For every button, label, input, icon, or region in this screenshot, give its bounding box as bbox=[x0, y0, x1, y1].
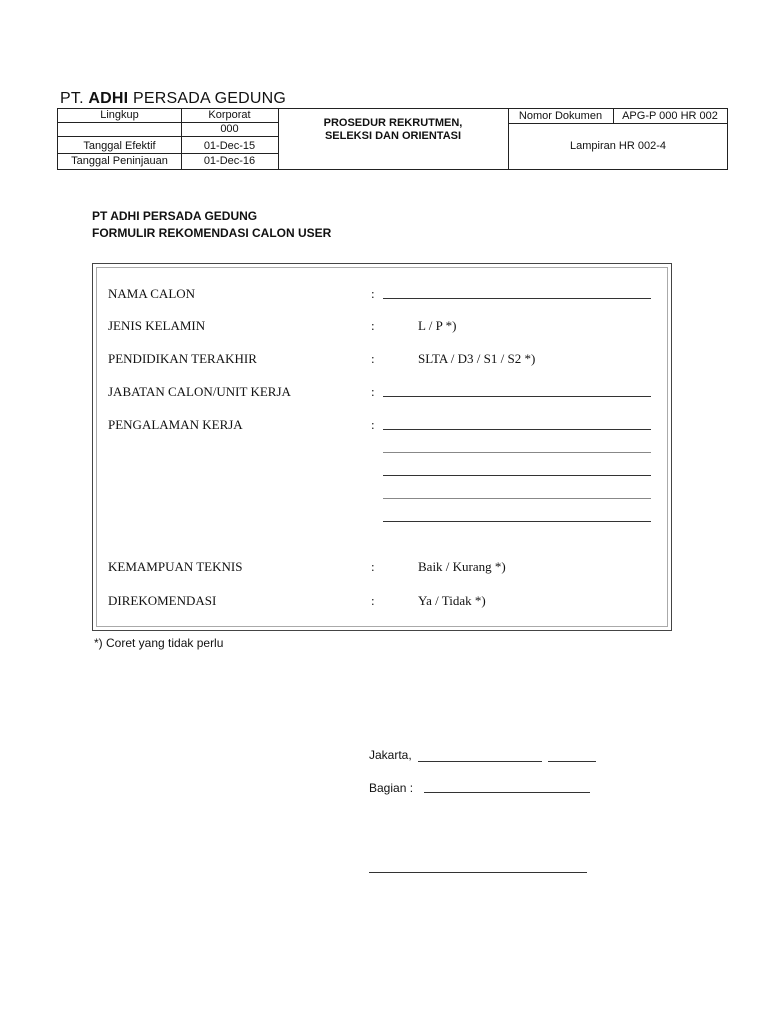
jenis-kelamin-options[interactable]: L / P *) bbox=[418, 318, 457, 333]
bagian-line[interactable] bbox=[424, 792, 590, 793]
pengalaman-line-5[interactable] bbox=[383, 521, 651, 522]
lingkup-label: Lingkup bbox=[100, 109, 139, 121]
field-label-pengalaman: PENGALAMAN KERJA bbox=[108, 417, 243, 432]
field-label-kemampuan: KEMAMPUAN TEKNIS bbox=[108, 559, 243, 574]
field-colon: : bbox=[371, 318, 375, 333]
pengalaman-line-4[interactable] bbox=[383, 498, 651, 499]
field-label-pendidikan: PENDIDIKAN TERAKHIR bbox=[108, 351, 257, 366]
direkomendasi-options[interactable]: Ya / Tidak *) bbox=[418, 593, 486, 608]
tanggal-peninjauan-label: Tanggal Peninjauan bbox=[71, 155, 168, 167]
signature-line[interactable] bbox=[369, 872, 587, 873]
pendidikan-options[interactable]: SLTA / D3 / S1 / S2 *) bbox=[418, 351, 536, 366]
field-colon: : bbox=[371, 351, 375, 366]
kemampuan-options[interactable]: Baik / Kurang *) bbox=[418, 559, 506, 574]
document-title: PROSEDUR REKRUTMEN, SELEKSI DAN ORIENTASI bbox=[323, 117, 463, 142]
pengalaman-line-1[interactable] bbox=[383, 429, 651, 430]
document-header-table bbox=[57, 108, 728, 170]
field-label-jabatan: JABATAN CALON/UNIT KERJA bbox=[108, 384, 291, 399]
nomor-dokumen-label: Nomor Dokumen bbox=[518, 110, 603, 122]
tanggal-efektif-label: Tanggal Efektif bbox=[83, 140, 156, 152]
tanggal-efektif-value: 01-Dec-15 bbox=[203, 140, 256, 152]
date-line-1[interactable] bbox=[418, 761, 542, 762]
footnote: *) Coret yang tidak perlu bbox=[94, 636, 224, 650]
field-colon: : bbox=[371, 593, 375, 608]
field-colon: : bbox=[371, 559, 375, 574]
jabatan-line[interactable] bbox=[383, 396, 651, 397]
pengalaman-line-2[interactable] bbox=[383, 452, 651, 453]
field-colon: : bbox=[371, 417, 375, 432]
field-label-direkomendasi: DIREKOMENDASI bbox=[108, 593, 217, 608]
city-label: Jakarta, bbox=[369, 748, 412, 762]
form-title: PT ADHI PERSADA GEDUNG FORMULIR REKOMENDASI CALON USER bbox=[92, 209, 332, 240]
field-label-jenis-kelamin: JENIS KELAMIN bbox=[108, 318, 206, 333]
revision-value: 000 bbox=[220, 123, 239, 135]
tanggal-peninjauan-value: 01-Dec-16 bbox=[203, 155, 256, 167]
lampiran-label: Lampiran HR 002-4 bbox=[570, 140, 666, 152]
nama-calon-line[interactable] bbox=[383, 298, 651, 299]
bagian-label: Bagian : bbox=[369, 781, 414, 795]
date-line-2[interactable] bbox=[548, 761, 596, 762]
field-label-nama-calon: NAMA CALON bbox=[108, 286, 196, 301]
company-name: PT. ADHI PERSADA GEDUNG bbox=[60, 90, 287, 107]
lingkup-value: Korporat bbox=[208, 109, 251, 121]
pengalaman-line-3[interactable] bbox=[383, 475, 651, 476]
field-colon: : bbox=[371, 384, 375, 399]
field-colon: : bbox=[371, 286, 375, 301]
nomor-dokumen-value: APG-P 000 HR 002 bbox=[622, 110, 718, 122]
